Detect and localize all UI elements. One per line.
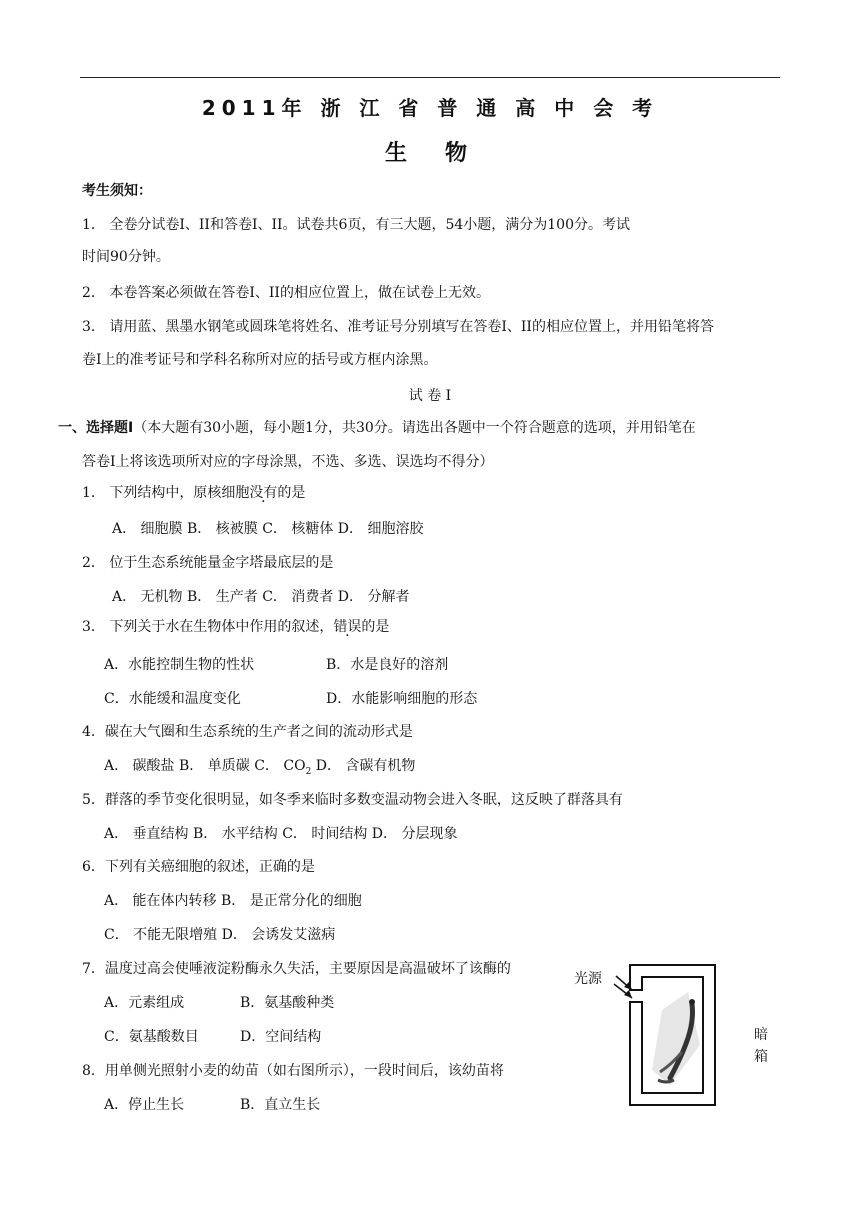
part1-label: 一、选择题I	[58, 420, 134, 436]
light-source-label: 光源	[574, 971, 602, 987]
part1-desc: （本大题有30小题，每小题1分，共30分。请选出各题中一个符合题意的选项，并用铅笔在	[133, 420, 696, 436]
emphasis-text: 错误	[333, 619, 362, 635]
question-8-option-a: A．停止生长	[104, 1097, 185, 1113]
question-6-options-ab: A． 能在体内转移 B． 是正常分化的细胞	[104, 893, 362, 909]
notice-item: 时间90分钟。	[82, 249, 170, 265]
question-1-stem: 1． 下列结构中，原核细胞没有的是	[82, 485, 306, 501]
dark-box-label: 箱	[754, 1049, 768, 1065]
notice-item: 1． 全卷分试卷I、II和答卷I、II。试卷共6页，有三大题，54小题，满分为100分。考试	[82, 217, 630, 233]
notice-item: 卷I上的准考证号和学科名称所对应的括号或方框内涂黑。	[82, 352, 438, 368]
top-rule	[80, 77, 780, 78]
question-2-stem: 2． 位于生态系统能量金字塔最底层的是	[82, 555, 334, 571]
exam-title: 2011年 浙 江 省 普 通 高 中 会 考	[201, 96, 659, 120]
question-7-option-c: C．氨基酸数目	[104, 1029, 199, 1045]
question-3-option-b: B．水是良好的溶剂	[326, 657, 449, 673]
notice-item: 2． 本卷答案必须做在答卷I、II的相应位置上，做在试卷上无效。	[82, 285, 490, 301]
question-7-stem: 7．温度过高会使唾液淀粉酶永久失活，主要原因是高温破坏了该酶的	[82, 961, 511, 977]
question-1-options: A． 细胞膜 B． 核被膜 C． 核糖体 D． 细胞溶胶	[112, 521, 424, 537]
question-8-option-b: B．直立生长	[240, 1097, 321, 1113]
question-7-option-b: B．氨基酸种类	[240, 995, 335, 1011]
question-8-stem: 8．用单侧光照射小麦的幼苗（如右图所示），一段时间后，该幼苗将	[82, 1063, 504, 1079]
question-7-option-d: D．空间结构	[240, 1029, 322, 1045]
question-5-options: A． 垂直结构 B． 水平结构 C． 时间结构 D． 分层现象	[104, 826, 458, 842]
question-6-options-cd: C． 不能无限增殖 D． 会诱发艾滋病	[104, 927, 336, 943]
question-3-option-c: C．水能缓和温度变化	[104, 691, 241, 707]
question-3-option-a: A．水能控制生物的性状	[104, 657, 255, 673]
question-5-stem: 5．群落的季节变化很明显，如冬季来临时多数变温动物会进入冬眠，这反映了群落具有	[82, 792, 623, 808]
section-title: 试 卷 I	[408, 388, 452, 404]
dark-box-label: 暗	[754, 1027, 768, 1043]
notice-item: 3． 请用蓝、黑墨水钢笔或圆珠笔将姓名、准考证号分别填写在答卷I、II的相应位置上，并用铅笔将答	[82, 319, 714, 335]
question-2-options: A． 无机物 B． 生产者 C． 消费者 D． 分解者	[112, 589, 410, 605]
notice-heading: 考生须知：	[82, 183, 152, 199]
question-7-option-a: A．元素组成	[104, 995, 185, 1011]
emphasis-text: 没有	[249, 485, 278, 501]
question-3-option-d: D．水能影响细胞的形态	[326, 691, 478, 707]
part1-header	[58, 417, 696, 437]
question-4-stem: 4．碳在大气圈和生态系统的生产者之间的流动形式是	[82, 724, 413, 740]
seedling-icon	[652, 992, 700, 1085]
part1-desc-2: 答卷I上将该选项所对应的字母涂黑，不选、多选、误选均不得分）	[82, 454, 494, 470]
question-4-options: A． 碳酸盐 B． 单质碳 C． $CO_2$ D． 含碳有机物	[104, 758, 416, 777]
dark-box-figure	[570, 960, 780, 1110]
question-6-stem: 6．下列有关癌细胞的叙述，正确的是	[82, 859, 315, 875]
subject-title: 生物	[385, 141, 506, 166]
question-3-stem: 3． 下列关于水在生物体中作用的叙述，错误的是	[82, 619, 390, 635]
